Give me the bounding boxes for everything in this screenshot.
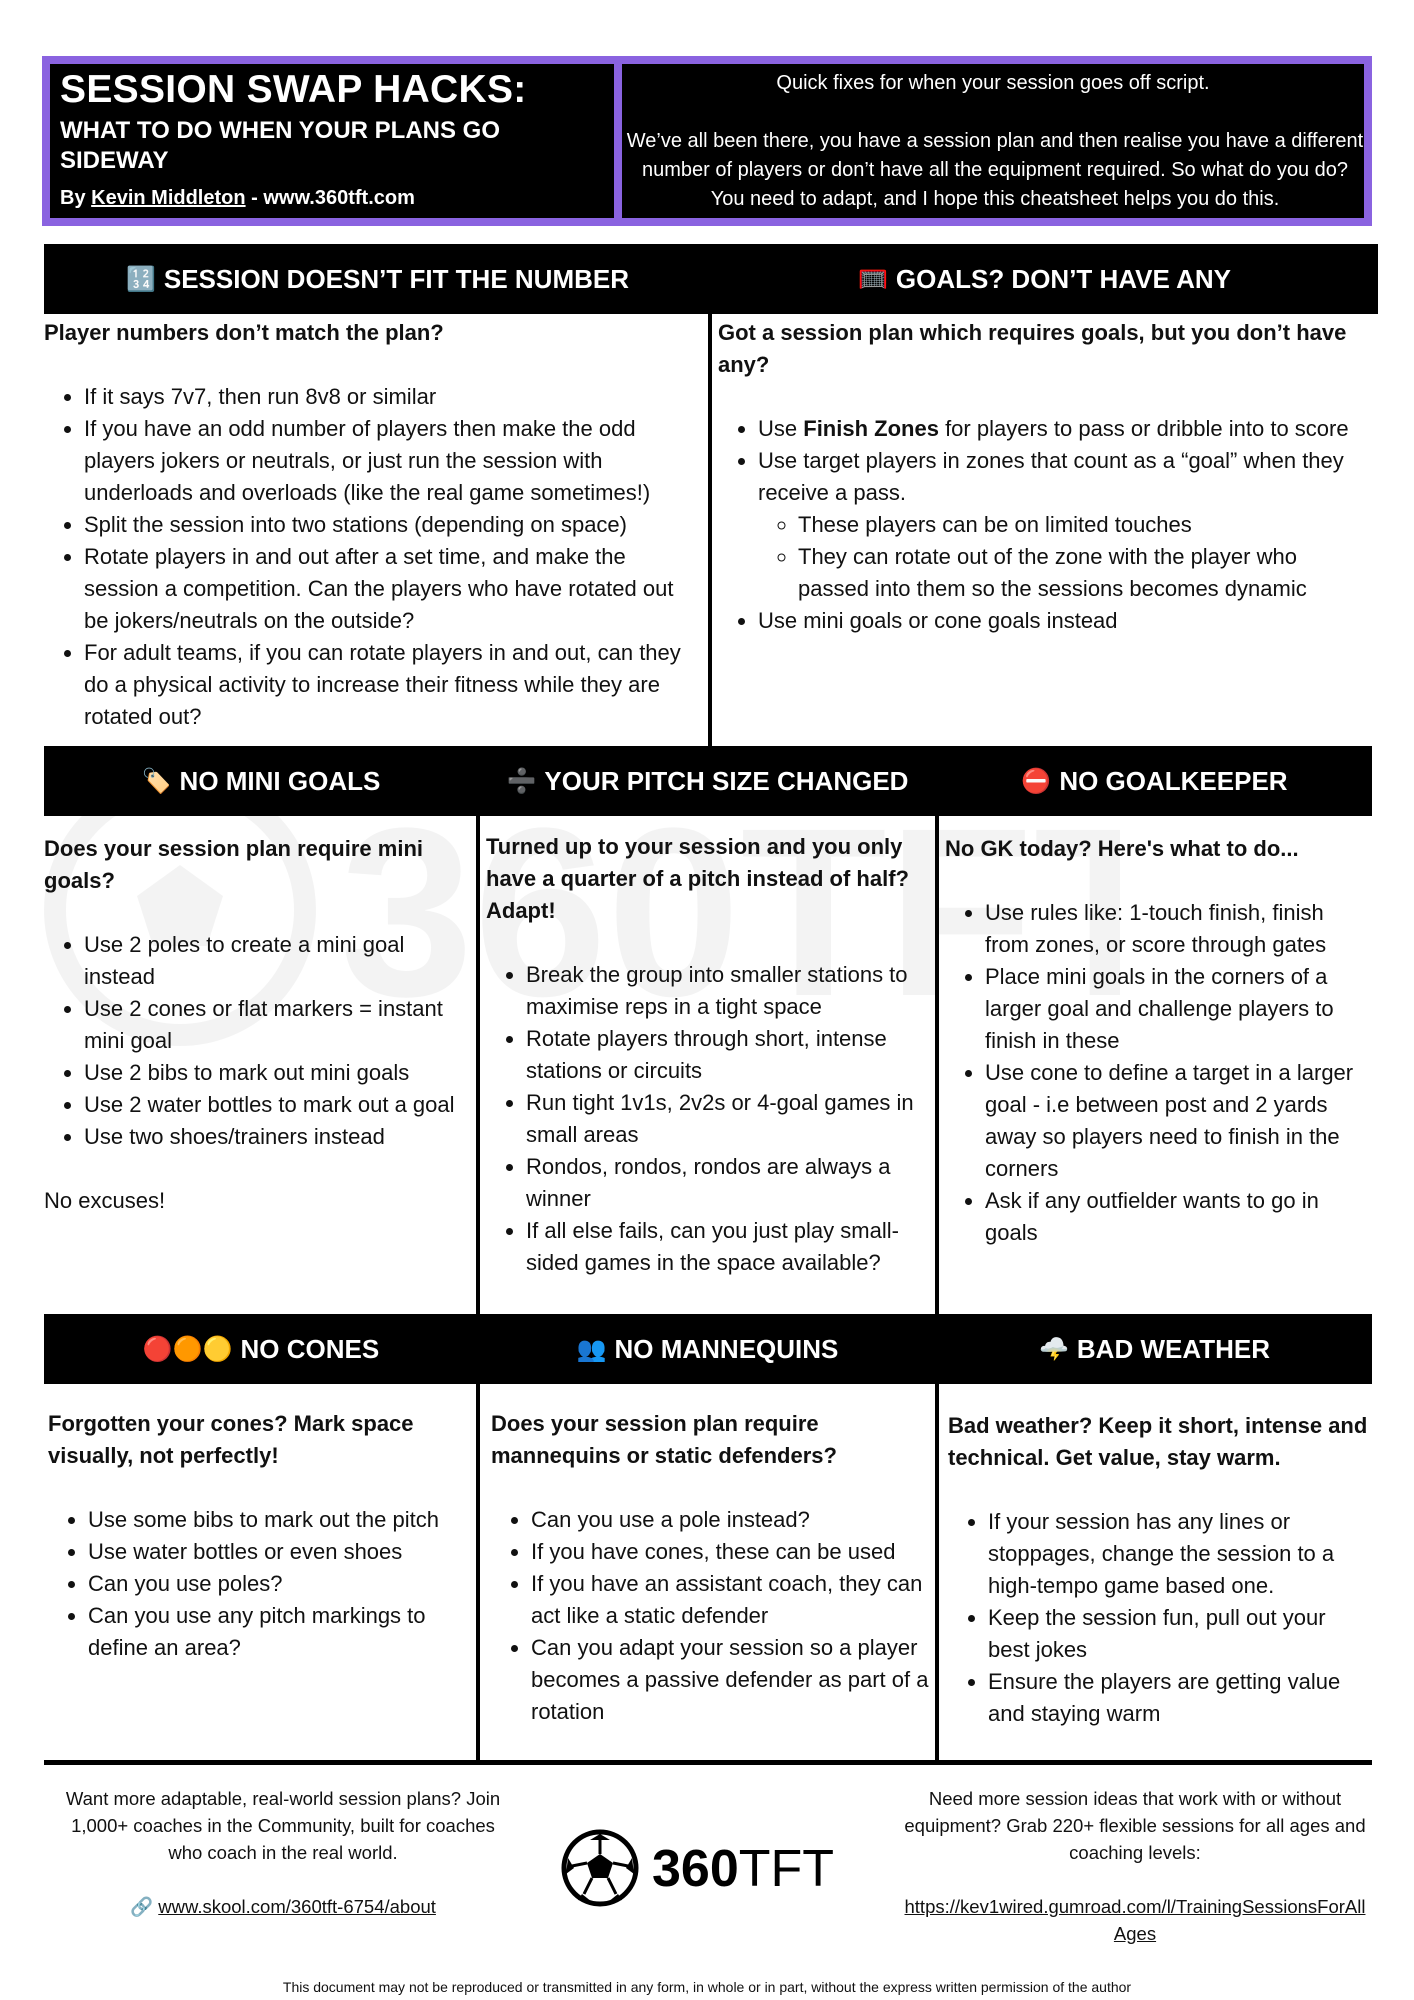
section-bar-mannequins: [478, 1314, 937, 1384]
list-mannequins: [491, 1504, 931, 1728]
question-numbers: Player numbers don’t match the plan?: [44, 320, 444, 345]
item-prefix: Use: [758, 416, 798, 441]
list-item: • Rotate players through short, intense stations or circuits: [526, 1023, 932, 1087]
list-item: • Run tight 1v1s, 2v2s or 4-goal games in small areas: [526, 1087, 932, 1151]
section-title-numbers: SESSION DOESN’T FIT THE NUMBER: [163, 263, 630, 294]
author-site: - www.360tft.com: [251, 187, 415, 209]
question-goalkeeper: No GK today? Here's what to do...: [945, 836, 1299, 861]
question-pitch: Turned up to your session and you only have a quarter of a pitch instead of half? Adapt!: [486, 834, 909, 923]
section-bar-cones: [44, 1314, 478, 1384]
section-title-cones: NO CONES: [240, 1333, 380, 1364]
header-intro-block: [622, 64, 1364, 218]
section-title-goals: GOALS? DON’T HAVE ANY: [895, 263, 1231, 294]
item-text: Use target players in zones that count as a “goal” when they receive a pass.: [758, 448, 1344, 505]
sub-list-goals: [758, 509, 1358, 605]
list-item: • Use 2 cones or flat markers = instant mini goal: [84, 993, 469, 1057]
list-item: • Use rules like: 1-touch finish, finish from zones, or score through gates: [985, 897, 1370, 961]
byline-prefix: By: [60, 187, 86, 209]
section-title-goalkeeper: NO GOALKEEPER: [1059, 765, 1288, 796]
list-weather: [948, 1506, 1373, 1730]
tag-icon: 🏷️: [141, 767, 172, 795]
no-excuses-text: No excuses!: [44, 1188, 166, 1213]
list-item: • Use 2 bibs to mark out mini goals: [84, 1057, 469, 1089]
section-bar-mini-goals: [44, 746, 478, 816]
list-item: • Can you adapt your session so a player becomes a passive defender as part of a rotation: [531, 1632, 931, 1728]
community-link[interactable]: www.skool.com/360tft-6754/about: [158, 1896, 436, 1917]
cones-icon: 🔴🟠🟡: [142, 1335, 233, 1363]
svg-text:360TFT: [652, 1840, 834, 1898]
sessions-text: Need more session ideas that work with or without equipment? Grab 220+ flexible sessions for all ages and coaching levels:: [904, 1788, 1366, 1863]
logo-text-light: TFT: [738, 1840, 835, 1898]
header-title-block: [50, 64, 614, 218]
section-title-pitch: YOUR PITCH SIZE CHANGED: [544, 765, 909, 796]
intro-text: We’ve all been there, you have a session plan and then realise you have a different number of players or don’t have all the equipment required. So what do you do? You need to adapt, and I hope this cheatsheet helps you do this.: [626, 130, 1364, 210]
list-item: • Use cone to define a target in a larger goal - i.e between post and 2 yards away so players need to finish in the corners: [985, 1057, 1370, 1185]
list-item: • Ensure the players are getting value and staying warm: [988, 1666, 1373, 1730]
panel-pitch: [486, 831, 932, 1279]
list-item: • Can you use poles?: [88, 1568, 473, 1600]
divider-row3-b: [935, 1384, 939, 1760]
section-title-weather: BAD WEATHER: [1076, 1333, 1270, 1364]
list-item: • For adult teams, if you can rotate players in and out, can they do a physical activity to increase their fitness while they are rotated out?: [84, 637, 704, 733]
list-item: • Rotate players in and out after a set time, and make the session a competition. Can the players who have rotated out be jokers/neutrals on the outside?: [84, 541, 704, 637]
list-item: • Can you use any pitch markings to define an area?: [88, 1600, 473, 1664]
divider-row2-b: [935, 816, 939, 1314]
list-item: • Use 2 water bottles to mark out a goal: [84, 1089, 469, 1121]
list-item: • Can you use a pole instead?: [531, 1504, 931, 1536]
panel-goalkeeper: [945, 833, 1370, 1249]
list-item: • Keep the session fun, pull out your best jokes: [988, 1602, 1373, 1666]
list-item: • If you have cones, these can be used: [531, 1536, 931, 1568]
list-item: • Use some bibs to mark out the pitch: [88, 1504, 473, 1536]
panel-cones: [48, 1408, 473, 1664]
football-icon: [564, 1832, 636, 1904]
list-item: • If it says 7v7, then run 8v8 or similar: [84, 381, 704, 413]
section-title-mini-goals: NO MINI GOALS: [179, 765, 381, 796]
goal-net-icon: 🥅: [857, 265, 888, 293]
divider-row3-a: [476, 1384, 480, 1760]
logo-text-bold: 360: [652, 1840, 739, 1898]
people-icon: 👥: [576, 1335, 607, 1363]
numbers-icon: 🔢: [125, 265, 156, 293]
item-suffix: for players to pass or dribble into to score: [945, 416, 1349, 441]
divider-row1: [708, 314, 712, 746]
footer-community: [58, 1785, 508, 1920]
list-item: • Ask if any outfielder wants to go in goals: [985, 1185, 1370, 1249]
list-item: • Rondos, rondos, rondos are always a winner: [526, 1151, 932, 1215]
question-mini-goals: Does your session plan require mini goals?: [44, 836, 423, 893]
list-item: • Use mini goals or cone goals instead: [758, 605, 1358, 637]
section-bar-goals: [711, 244, 1378, 314]
question-goals: Got a session plan which requires goals, but you don’t have any?: [718, 320, 1347, 377]
sessions-link-row: [900, 1893, 1370, 1947]
storm-icon: 🌩️: [1039, 1335, 1069, 1363]
list-item: • If you have an odd number of players then make the odd players jokers or neutrals, or just run the session with underloads and overloads (like the real game sometimes!): [84, 413, 704, 509]
list-mini-goals: [44, 929, 469, 1153]
copyright-notice: This document may not be reproduced or transmitted in any form, in whole or in part, without the express written permission of the author: [282, 1979, 1132, 1995]
author-link[interactable]: Kevin Middleton: [91, 187, 246, 209]
finish-zones-term: Finish Zones: [803, 416, 939, 441]
list-item: [758, 445, 1358, 605]
panel-numbers: [44, 317, 704, 733]
divider-footer: [44, 1760, 1372, 1765]
panel-mini-goals: [44, 833, 469, 1217]
panel-weather: [948, 1410, 1373, 1730]
section-bar-pitch: [478, 746, 937, 816]
divider-row2-a: [476, 816, 480, 1314]
page-title: SESSION SWAP HACKS:: [60, 68, 527, 111]
list-goals: [718, 413, 1358, 637]
list-item: • If you have an assistant coach, they can act like a static defender: [531, 1568, 931, 1632]
section-bar-numbers: [44, 244, 711, 314]
list-item: • If all else fails, can you just play small-sided games in the space available?: [526, 1215, 932, 1279]
list-item: • Use 2 poles to create a mini goal instead: [84, 929, 469, 993]
section-bar-weather: [937, 1314, 1372, 1384]
list-numbers: [44, 381, 704, 733]
list-item: • Use water bottles or even shoes: [88, 1536, 473, 1568]
byline: [60, 187, 415, 210]
list-item: • Break the group into smaller stations to maximise reps in a tight space: [526, 959, 932, 1023]
sub-list-item: ◦ These players can be on limited touches: [798, 509, 1358, 541]
question-mannequins: Does your session plan require mannequins or static defenders?: [491, 1411, 837, 1468]
footer-logo: [560, 1828, 860, 1908]
list-item: • Use two shoes/trainers instead: [84, 1121, 469, 1153]
list-item: [758, 413, 1358, 445]
section-bar-goalkeeper: [937, 746, 1372, 816]
sessions-link[interactable]: https://kev1wired.gumroad.com/l/TrainingSessionsForAllAges: [904, 1896, 1366, 1944]
tagline: Quick fixes for when your session goes off script.: [776, 72, 1210, 94]
list-item: • If your session has any lines or stoppages, change the session to a high-tempo game based one.: [988, 1506, 1373, 1602]
question-weather: Bad weather? Keep it short, intense and technical. Get value, stay warm.: [948, 1413, 1368, 1470]
community-text: Want more adaptable, real-world session plans? Join 1,000+ coaches in the Community, built for coaches who coach in the real world.: [65, 1788, 501, 1863]
page-subtitle: WHAT TO DO WHEN YOUR PLANS GO SIDEWAY: [60, 117, 501, 174]
community-link-row: [58, 1893, 508, 1920]
list-item: • Split the session into two stations (depending on space): [84, 509, 704, 541]
list-item: • Place mini goals in the corners of a larger goal and challenge players to finish in these: [985, 961, 1370, 1057]
footer-sessions: [900, 1785, 1370, 1947]
link-icon: 🔗: [130, 1896, 154, 1917]
list-cones: [48, 1504, 473, 1664]
question-cones: Forgotten your cones? Mark space visually, not perfectly!: [48, 1411, 414, 1468]
divide-icon: ➗: [506, 767, 537, 795]
list-pitch: [486, 959, 932, 1279]
no-entry-icon: ⛔: [1021, 767, 1052, 795]
panel-mannequins: [491, 1408, 931, 1728]
list-goalkeeper: [945, 897, 1370, 1249]
sub-list-item: ◦ They can rotate out of the zone with the player who passed into them so the sessions becomes dynamic: [798, 541, 1358, 605]
panel-goals: [718, 317, 1358, 637]
section-title-mannequins: NO MANNEQUINS: [614, 1333, 839, 1364]
